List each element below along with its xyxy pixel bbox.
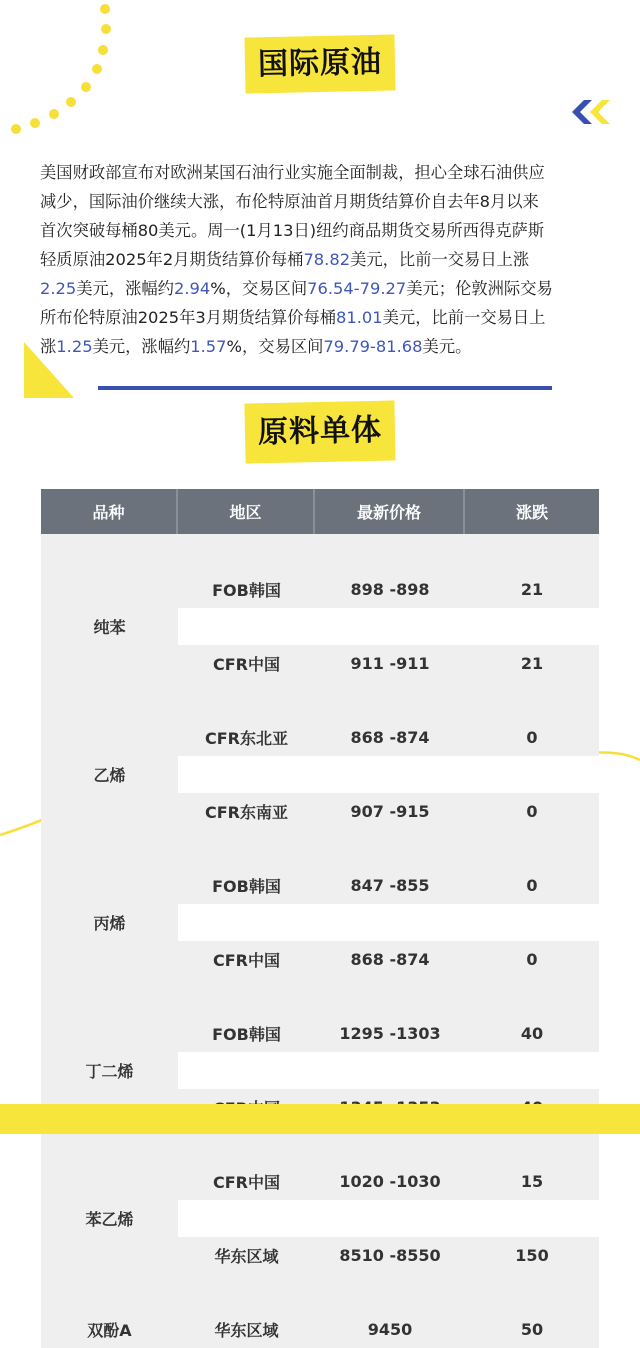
region-cell: 华东区域: [178, 1237, 315, 1274]
product-cell: 苯乙烯: [41, 1163, 178, 1274]
paragraph-text: %，交易区间: [210, 279, 308, 298]
section-title-text: 原料单体: [257, 412, 383, 451]
section-title-crude-oil: [244, 34, 395, 93]
change-cell: 0: [465, 867, 599, 904]
paragraph-text: 美国财政部宣布对欧洲某国石油行业实施全面制裁，担心全球石油供应: [40, 163, 545, 182]
header-region: 地区: [178, 489, 315, 534]
paragraph-line: [40, 274, 602, 303]
table-gap: [41, 1274, 599, 1311]
paragraph-text: 涨: [40, 337, 57, 356]
change-cell: 21: [465, 571, 599, 608]
separator-cell: [315, 1200, 465, 1237]
separator-cell: [178, 756, 315, 793]
region-cell: CFR中国: [178, 941, 315, 978]
table-gap: [41, 978, 599, 1015]
paragraph-line: [40, 245, 602, 274]
region-cell: 华东区域: [178, 1311, 315, 1348]
paragraph-text: 美元，比前一交易日上: [382, 308, 546, 327]
region-cell: CFR中国: [178, 1163, 315, 1200]
separator-cell: [315, 608, 465, 645]
table-gap-cell: [41, 682, 599, 719]
crude-oil-paragraph: [40, 158, 602, 361]
table-row: [41, 1163, 599, 1200]
paragraph-text: 美元，涨幅约: [76, 279, 174, 298]
price-cell: 898 -898: [315, 571, 465, 608]
region-cell: CFR中国: [178, 645, 315, 682]
paragraph-line: [40, 216, 602, 245]
region-cell: FOB韩国: [178, 1015, 315, 1052]
product-cell: 乙烯: [41, 719, 178, 830]
table-row: [41, 867, 599, 904]
separator-cell: [465, 904, 599, 941]
product-cell: 丁二烯: [41, 1015, 178, 1126]
header-change: 涨跌: [465, 489, 599, 534]
region-cell: CFR东南亚: [178, 793, 315, 830]
table-gap-cell: [41, 830, 599, 867]
table-gap: [41, 682, 599, 719]
separator-cell: [465, 1200, 599, 1237]
price-cell: 9450: [315, 1311, 465, 1348]
highlighted-number: 81.01: [336, 308, 383, 327]
separator-cell: [465, 756, 599, 793]
separator-cell: [178, 608, 315, 645]
separator-cell: [178, 1200, 315, 1237]
highlighted-number: 2.25: [40, 279, 77, 298]
change-cell: 21: [465, 645, 599, 682]
table-header-row: [41, 489, 599, 534]
price-cell: 8510 -8550: [315, 1237, 465, 1274]
header-price: 最新价格: [315, 489, 465, 534]
paragraph-text: 美元，涨幅约: [92, 337, 191, 356]
change-cell: 50: [465, 1311, 599, 1348]
table-gap: [41, 534, 599, 571]
paragraph-text: 美元；伦敦洲际交易: [406, 279, 553, 298]
section-title-raw-materials: [244, 400, 395, 463]
dotted-arc-decoration: [0, 0, 130, 150]
paragraph-line: [40, 158, 602, 187]
change-cell: 0: [465, 793, 599, 830]
paragraph-line: [40, 303, 602, 332]
highlighted-number: 76.54-79.27: [307, 279, 407, 298]
change-cell: 0: [465, 941, 599, 978]
price-table: [41, 489, 599, 1348]
table-gap-cell: [41, 534, 599, 571]
price-cell: 847 -855: [315, 867, 465, 904]
table-row: [41, 571, 599, 608]
highlighted-number: 1.25: [56, 337, 93, 356]
paragraph-line: [40, 187, 602, 216]
change-cell: 40: [465, 1015, 599, 1052]
paragraph-text: 减少，国际油价继续大涨，布伦特原油首月期货结算价自去年8月以来: [40, 192, 539, 211]
header-product: 品种: [41, 489, 178, 534]
price-cell: 907 -915: [315, 793, 465, 830]
table-row: [41, 1015, 599, 1052]
highlighted-number: 79.79-81.68: [323, 337, 423, 356]
region-cell: FOB韩国: [178, 571, 315, 608]
price-cell: 868 -874: [315, 719, 465, 756]
separator-cell: [315, 756, 465, 793]
paragraph-line: [40, 332, 602, 361]
change-cell: 0: [465, 719, 599, 756]
table-gap: [41, 830, 599, 867]
chevrons-decoration: [570, 100, 620, 124]
paragraph-text: 美元，比前一交易日上涨: [350, 250, 530, 269]
paragraph-text: %，交易区间: [226, 337, 324, 356]
change-cell: 150: [465, 1237, 599, 1274]
product-cell: 双酚A: [41, 1311, 178, 1348]
separator-cell: [178, 1052, 315, 1089]
price-cell: 911 -911: [315, 645, 465, 682]
highlighted-number: 2.94: [173, 279, 211, 298]
change-cell: 15: [465, 1163, 599, 1200]
product-cell: 丙烯: [41, 867, 178, 978]
region-cell: CFR东北亚: [178, 719, 315, 756]
table-row: [41, 719, 599, 756]
blue-divider: [98, 386, 552, 390]
price-cell: 868 -874: [315, 941, 465, 978]
highlighted-number: 1.57: [190, 337, 227, 356]
price-cell: 1020 -1030: [315, 1163, 465, 1200]
section-title-text: 国际原油: [257, 44, 383, 83]
paragraph-text: 轻质原油2025年2月期货结算价每桶: [40, 250, 304, 269]
paragraph-text: 所布伦特原油2025年3月期货结算价每桶: [40, 308, 337, 327]
price-cell: 1295 -1303: [315, 1015, 465, 1052]
product-cell: 纯苯: [41, 571, 178, 682]
separator-cell: [178, 904, 315, 941]
highlighted-number: 78.82: [303, 250, 351, 269]
table-row: [41, 1311, 599, 1348]
separator-cell: [465, 608, 599, 645]
region-cell: FOB韩国: [178, 867, 315, 904]
bottom-bar: [0, 1104, 640, 1134]
separator-cell: [315, 904, 465, 941]
paragraph-text: 首次突破每桶80美元。周一(1月13日)纽约商品期货交易所西得克萨斯: [40, 221, 545, 240]
separator-cell: [465, 1052, 599, 1089]
table-gap-cell: [41, 978, 599, 1015]
paragraph-text: 美元。: [422, 337, 472, 356]
table-gap-cell: [41, 1274, 599, 1311]
separator-cell: [315, 1052, 465, 1089]
